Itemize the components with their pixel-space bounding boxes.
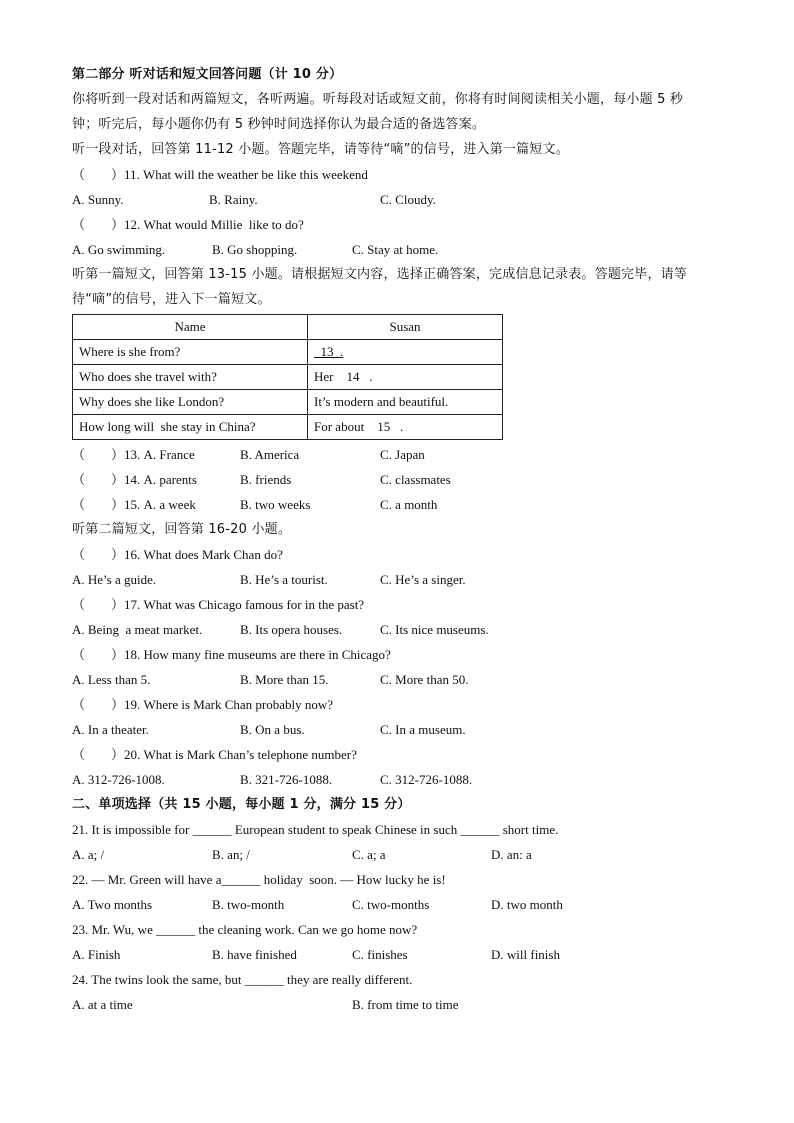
options-22 <box>72 892 722 917</box>
question-13 <box>72 442 722 467</box>
question-12: （ ）12. What would Millie like to do? <box>72 217 304 232</box>
options-16 <box>72 567 722 592</box>
options-12 <box>72 237 722 262</box>
question-15 <box>72 492 722 517</box>
option: C. 312-726-1088. <box>380 772 473 787</box>
passage2-instruction: 听第二篇短文，回答第 16-20 小题。 <box>72 522 292 537</box>
option: A. Go swimming. <box>72 242 166 257</box>
instruction-text: 你将听到一段对话和两篇短文，各听两遍。听每段对话或短文前，你将有时间阅读相关小题，每小题 5 秒 <box>72 92 684 107</box>
instruction-text: 钟；听完后，每小题你仍有 5 秒钟时间选择你认为最合适的备选答案。 <box>72 117 486 132</box>
options-21 <box>72 842 722 867</box>
option: B. 321-726-1088. <box>240 772 333 787</box>
question-23: 23. Mr. Wu, we ______ the cleaning work. Can we go home now? <box>72 922 418 937</box>
option: A. Finish <box>72 947 121 962</box>
table-row <box>73 340 503 365</box>
option: A. Two months <box>72 897 153 912</box>
table-header-cell: Susan <box>308 315 503 340</box>
options-20 <box>72 767 722 792</box>
option: A. Being a meat market. <box>72 622 203 637</box>
option: B. Its opera houses. <box>240 622 343 637</box>
table-cell: Where is she from? <box>73 340 308 365</box>
option: D. will finish <box>491 947 560 962</box>
option: B. More than 15. <box>240 672 329 687</box>
option: C. He’s a singer. <box>380 572 466 587</box>
table-header-row <box>73 315 503 340</box>
info-record-table <box>72 314 503 440</box>
section-heading: 二、单项选择（共 15 小题，每小题 1 分，满分 15 分） <box>72 797 411 812</box>
question-16: （ ）16. What does Mark Chan do? <box>72 547 283 562</box>
table-cell: For about 15 . <box>308 415 503 440</box>
option: （ ）15. A. a week <box>72 497 196 512</box>
table-row <box>73 365 503 390</box>
table-cell-blank: 13 . <box>308 340 503 365</box>
option: C. Stay at home. <box>352 242 439 257</box>
question-14 <box>72 467 722 492</box>
option: B. two weeks <box>240 497 311 512</box>
option: B. Rainy. <box>209 192 258 207</box>
option: B. two-month <box>212 897 285 912</box>
question-18: （ ）18. How many fine museums are there in Chicago? <box>72 647 391 662</box>
table-row <box>73 415 503 440</box>
option: C. two-months <box>352 897 430 912</box>
question-21: 21. It is impossible for ______ European student to speak Chinese in such ______ short time. <box>72 822 559 837</box>
options-17 <box>72 617 722 642</box>
table-header-cell: Name <box>73 315 308 340</box>
options-24 <box>72 992 722 1017</box>
option: C. More than 50. <box>380 672 469 687</box>
option: B. friends <box>240 472 292 487</box>
section-heading: 第二部分 听对话和短文回答问题（计 10 分） <box>72 67 343 82</box>
option: C. In a museum. <box>380 722 466 737</box>
option: （ ）13. A. France <box>72 447 195 462</box>
option: A. In a theater. <box>72 722 149 737</box>
passage1-instruction: 待“嘀”的信号，进入下一篇短文。 <box>72 292 271 307</box>
option: A. a; / <box>72 847 105 862</box>
question-11: （ ）11. What will the weather be like this weekend <box>72 167 368 182</box>
table-cell: Why does she like London? <box>73 390 308 415</box>
option: A. Sunny. <box>72 192 124 207</box>
option: A. 312-726-1008. <box>72 772 165 787</box>
option: C. Japan <box>380 447 425 462</box>
table-cell: It’s modern and beautiful. <box>308 390 503 415</box>
table-cell: Her 14 . <box>308 365 503 390</box>
option: B. from time to time <box>352 997 459 1012</box>
option: D. an: a <box>491 847 532 862</box>
option: （ ）14. A. parents <box>72 472 197 487</box>
table-cell: Who does she travel with? <box>73 365 308 390</box>
option: B. On a bus. <box>240 722 305 737</box>
options-18 <box>72 667 722 692</box>
option: B. an; / <box>212 847 250 862</box>
option: A. He’s a guide. <box>72 572 157 587</box>
options-19 <box>72 717 722 742</box>
passage1-instruction: 听第一篇短文，回答第 13-15 小题。请根据短文内容，选择正确答案，完成信息记录表。答题完毕，请等 <box>72 267 688 282</box>
question-24: 24. The twins look the same, but ______ they are really different. <box>72 972 413 987</box>
option: B. He’s a tourist. <box>240 572 328 587</box>
option: C. a month <box>380 497 438 512</box>
option: B. have finished <box>212 947 297 962</box>
option: D. two month <box>491 897 563 912</box>
option: C. classmates <box>380 472 451 487</box>
dialog-instruction: 听一段对话，回答第 11-12 小题。答题完毕，请等待“嘀”的信号，进入第一篇短文。 <box>72 142 569 157</box>
question-20: （ ）20. What is Mark Chan’s telephone number? <box>72 747 357 762</box>
question-17: （ ）17. What was Chicago famous for in the past? <box>72 597 365 612</box>
table-row <box>73 390 503 415</box>
option: C. Its nice museums. <box>380 622 489 637</box>
option: C. finishes <box>352 947 408 962</box>
option: A. at a time <box>72 997 133 1012</box>
options-11 <box>72 187 722 212</box>
option: C. Cloudy. <box>380 192 436 207</box>
option: C. a; a <box>352 847 386 862</box>
option: B. America <box>240 447 300 462</box>
table-cell: How long will she stay in China? <box>73 415 308 440</box>
question-22: 22. — Mr. Green will have a______ holiday soon. — How lucky he is! <box>72 872 446 887</box>
question-19: （ ）19. Where is Mark Chan probably now? <box>72 697 334 712</box>
exam-page <box>72 62 722 1017</box>
options-23 <box>72 942 722 967</box>
option: B. Go shopping. <box>212 242 298 257</box>
option: A. Less than 5. <box>72 672 151 687</box>
